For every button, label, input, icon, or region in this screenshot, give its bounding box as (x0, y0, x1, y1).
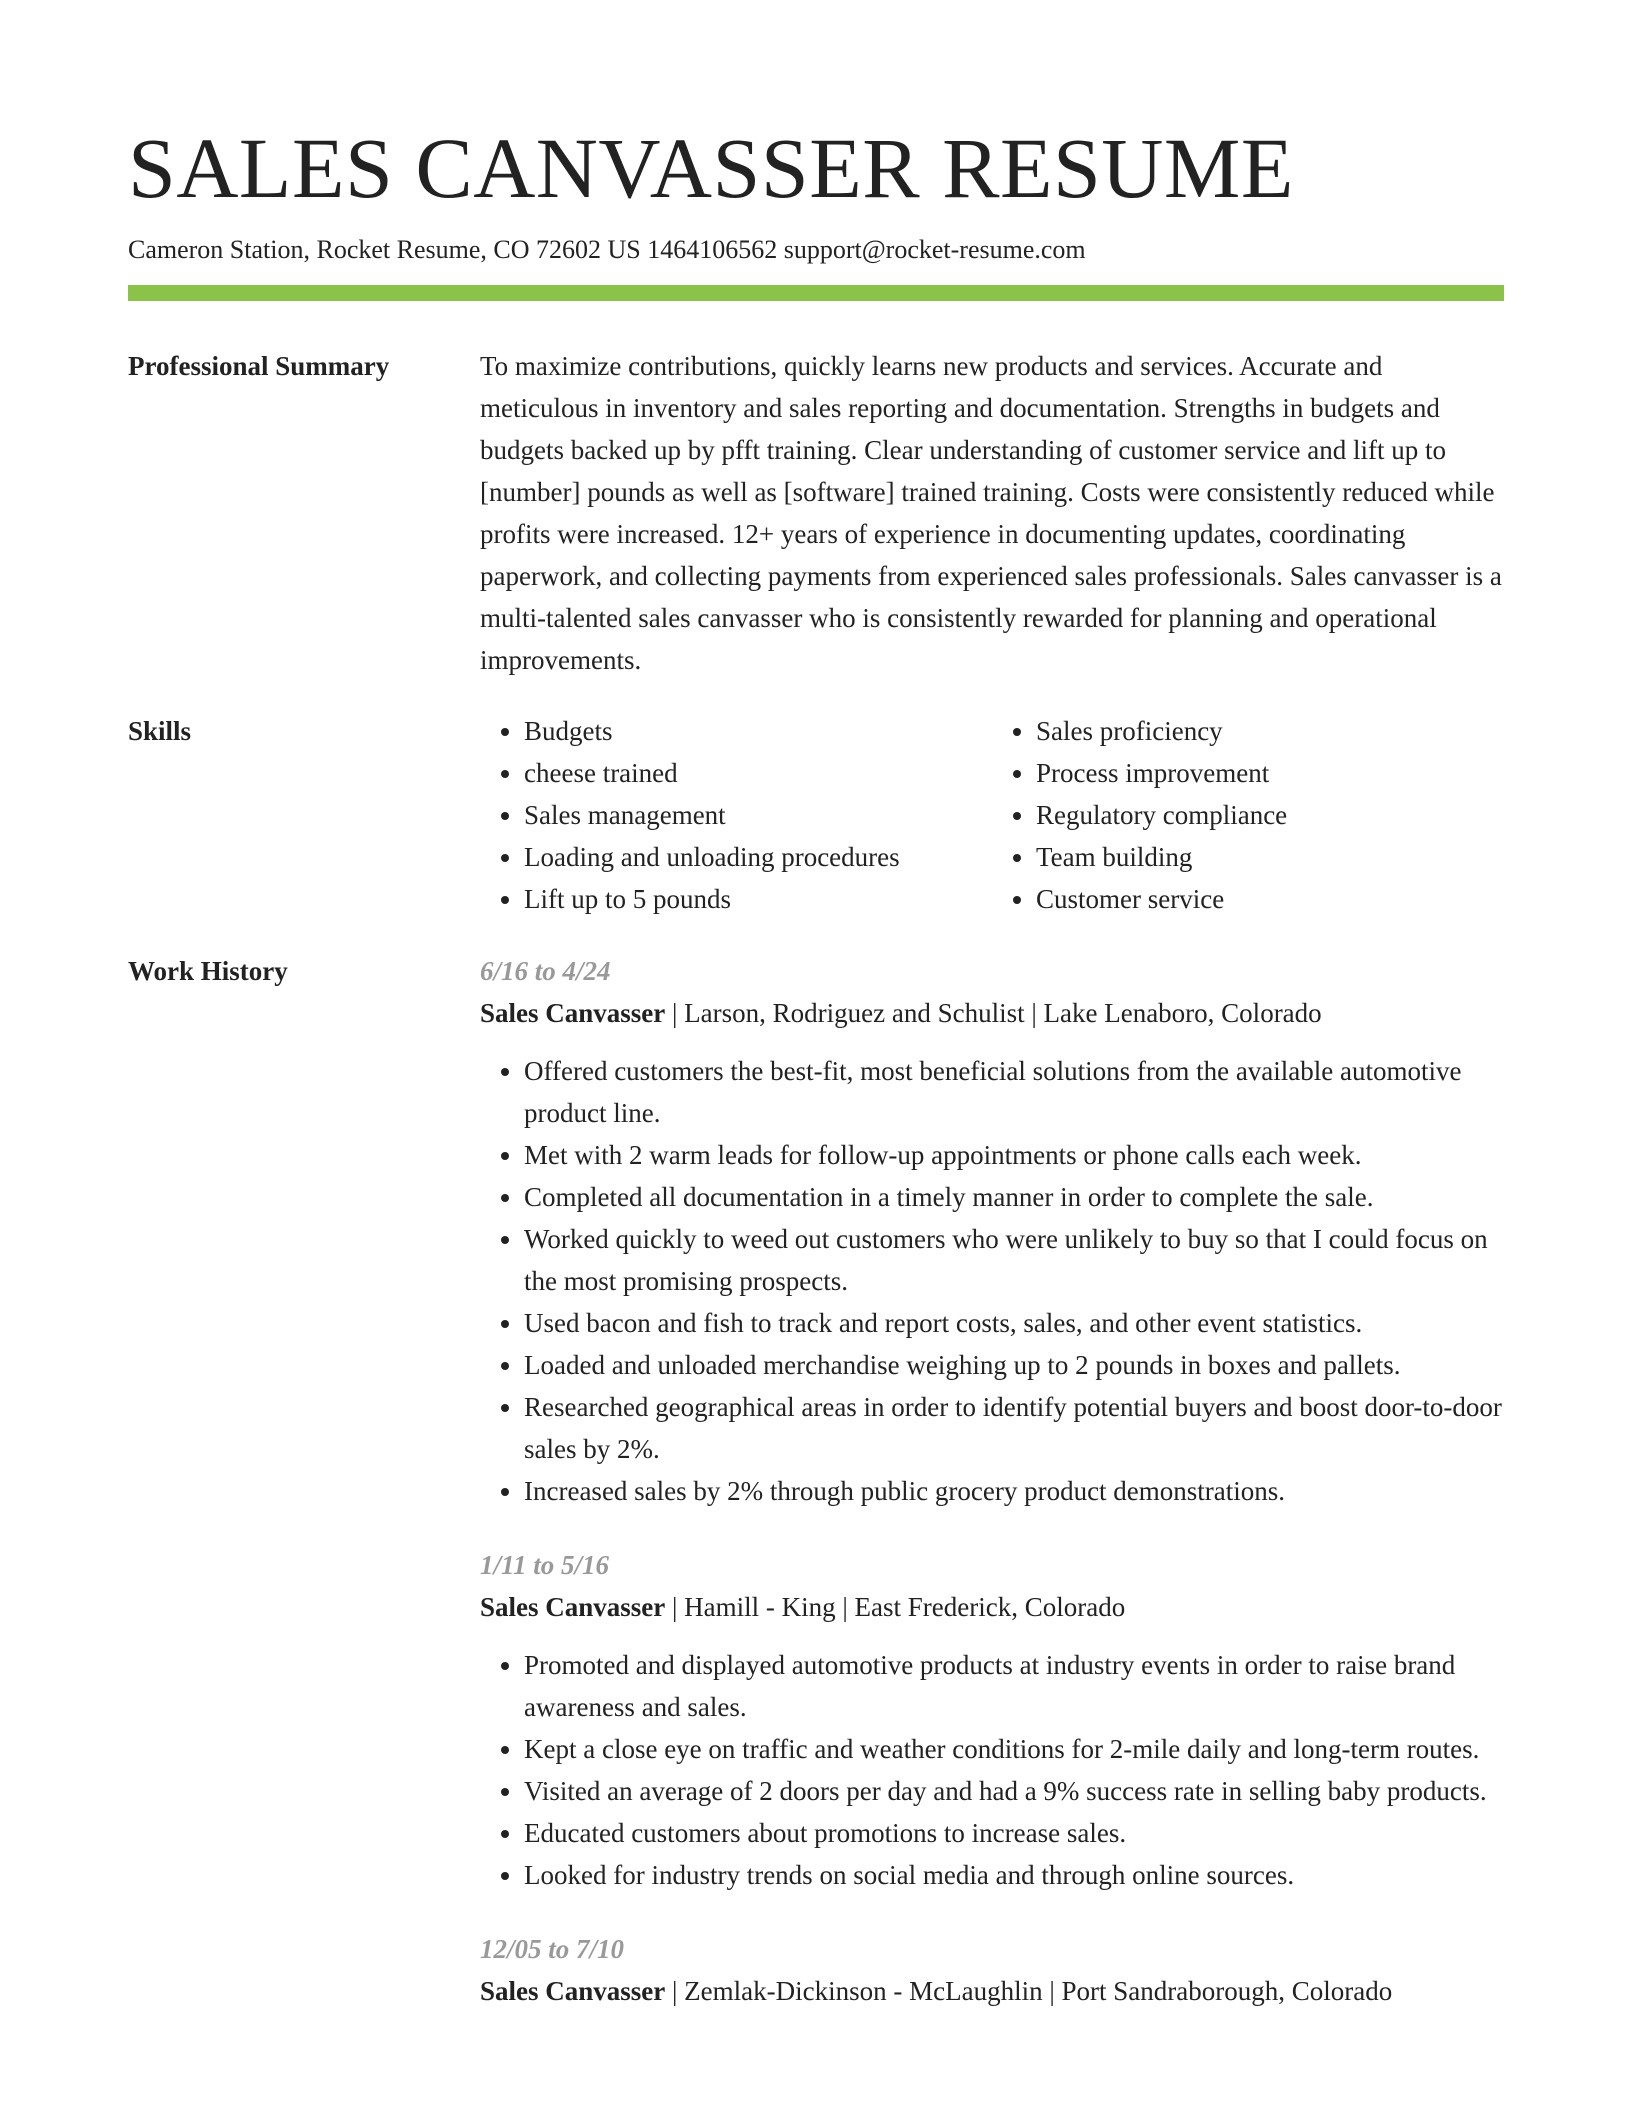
skill-item: • cheese trained (524, 752, 948, 794)
header-divider (128, 285, 1504, 301)
job-bullet: • Used bacon and fish to track and report costs, sales, and other event statistics. (524, 1302, 1504, 1344)
skill-item: • Budgets (524, 710, 948, 752)
resume-title: SALES CANVASSER RESUME (128, 120, 1294, 216)
skill-item: • Team building (1036, 836, 1460, 878)
job-bullet: • Worked quickly to weed out customers who were unlikely to buy so that I could focus on the most promising prospects. (524, 1218, 1504, 1302)
job-entry (480, 1544, 1504, 1896)
skill-item: • Customer service (1036, 878, 1460, 920)
job-bullet: • Kept a close eye on traffic and weather conditions for 2-mile daily and long-term routes. (524, 1728, 1504, 1770)
skill-item: • Process improvement (1036, 752, 1460, 794)
job-bullet: • Completed all documentation in a timely manner in order to complete the sale. (524, 1176, 1504, 1218)
job-bullet: • Looked for industry trends on social media and through online sources. (524, 1854, 1504, 1896)
job-bullet: • Visited an average of 2 doors per day and had a 9% success rate in selling baby products. (524, 1770, 1504, 1812)
job-heading (480, 1970, 1504, 2012)
job-entry (480, 950, 1504, 1512)
job-bullet: • Offered customers the best-fit, most beneficial solutions from the available automotive product line. (524, 1050, 1504, 1134)
summary-section (480, 345, 1504, 681)
job-title: Sales Canvasser (480, 1592, 666, 1622)
summary-label: Professional Summary (128, 351, 390, 381)
skill-item: • Sales management (524, 794, 948, 836)
job-employer-location: | Larson, Rodriguez and Schulist | Lake Lenaboro, Colorado (665, 998, 1322, 1028)
work-history-label: Work History (128, 956, 288, 986)
job-bullet: • Researched geographical areas in order to identify potential buyers and boost door-to-door sales by 2%. (524, 1386, 1504, 1470)
skill-item: • Sales proficiency (1036, 710, 1460, 752)
skills-label: Skills (128, 716, 192, 746)
contact-line: Cameron Station, Rocket Resume, CO 72602 US 1464106562 support@rocket-resume.com (128, 235, 1086, 264)
skills-list-left (480, 710, 948, 920)
summary-text: To maximize contributions, quickly learns new products and services. Accurate and meticulous in inventory and sales reporting and documentation. Strengths in budgets and budgets backed up by pfft training. Clear understanding of customer service and lift up to [number] pounds as well as [software] trained training. Costs were consistently reduced while profits were increased. 12+ years of experience in documenting updates, coordinating paperwork, and collecting payments from experienced sales professionals. Sales canvasser is a multi-talented sales canvasser who is consistently rewarded for planning and operational improvements. (480, 351, 1502, 675)
job-heading (480, 1586, 1504, 1628)
job-bullet: • Met with 2 warm leads for follow-up appointments or phone calls each week. (524, 1134, 1504, 1176)
job-employer-location: | Hamill - King | East Frederick, Colorado (665, 1592, 1126, 1622)
skills-list-right (992, 710, 1460, 920)
job-dates: 12/05 to 7/10 (480, 1934, 625, 1964)
job-bullet: • Increased sales by 2% through public grocery product demonstrations. (524, 1470, 1504, 1512)
job-dates: 1/11 to 5/16 (480, 1550, 610, 1580)
work-history-section (480, 950, 1504, 2044)
job-bullet: • Educated customers about promotions to increase sales. (524, 1812, 1504, 1854)
job-employer-location: | Zemlak-Dickinson - McLaughlin | Port Sandraborough, Colorado (665, 1976, 1393, 2006)
job-bullet: • Promoted and displayed automotive products at industry events in order to raise brand awareness and sales. (524, 1644, 1504, 1728)
job-bullet: • Loaded and unloaded merchandise weighing up to 2 pounds in boxes and pallets. (524, 1344, 1504, 1386)
job-heading (480, 992, 1504, 1034)
skill-item: • Loading and unloading procedures (524, 836, 948, 878)
job-entry (480, 1928, 1504, 2012)
skills-section (480, 710, 1504, 920)
job-bullets (480, 1644, 1504, 1896)
job-dates: 6/16 to 4/24 (480, 956, 611, 986)
job-bullets (480, 1050, 1504, 1512)
job-title: Sales Canvasser (480, 1976, 666, 2006)
job-title: Sales Canvasser (480, 998, 666, 1028)
skill-item: • Lift up to 5 pounds (524, 878, 948, 920)
skill-item: • Regulatory compliance (1036, 794, 1460, 836)
